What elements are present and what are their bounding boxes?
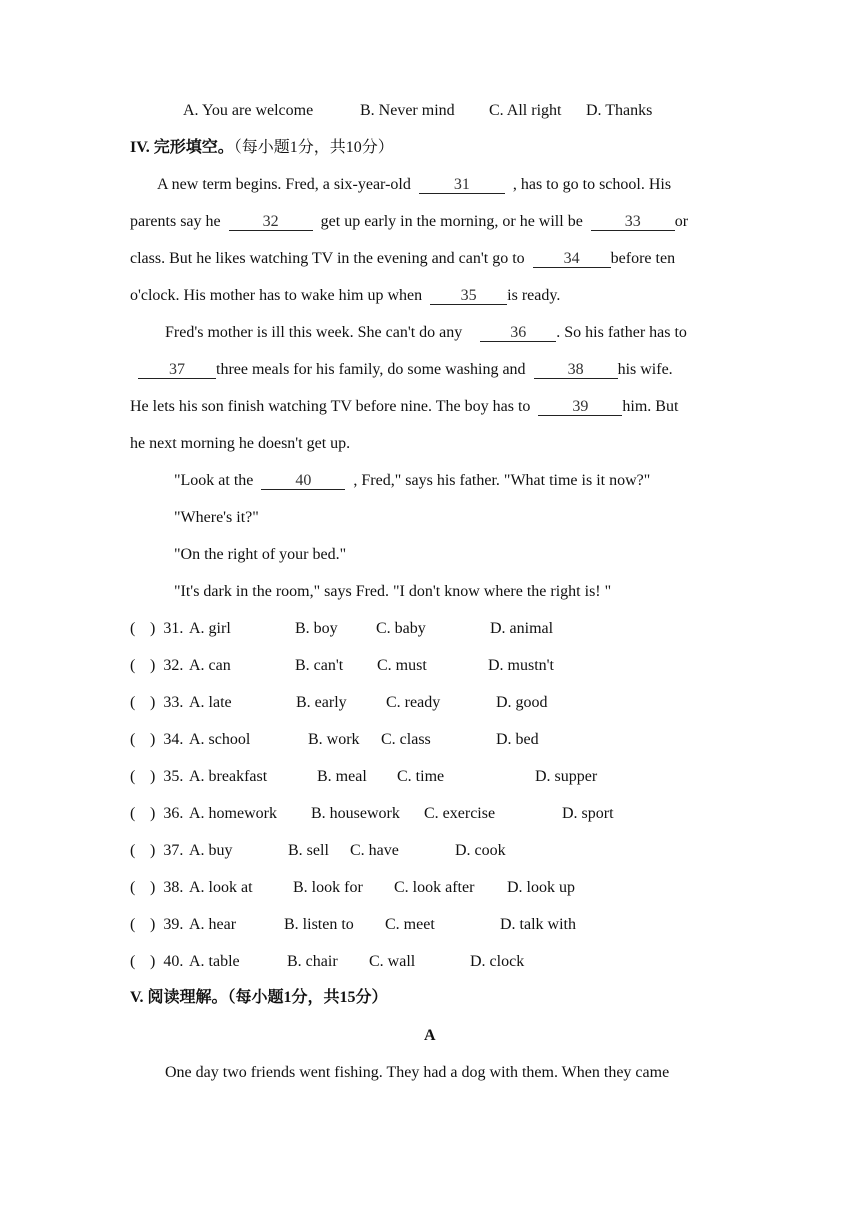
choice-a: A. breakfast	[189, 768, 268, 785]
choice-c: C. wall	[369, 953, 416, 970]
question-row	[130, 730, 750, 750]
blank-36[interactable]: 36	[480, 324, 556, 342]
answer-bracket[interactable]: (	[130, 657, 136, 674]
choice-d: D. good	[496, 694, 548, 711]
choice-d: D. mustn't	[488, 657, 554, 674]
passage-text: . So his father has to	[556, 324, 687, 341]
question-row	[130, 841, 750, 861]
dialogue-line-3: "On the right of your bed."	[174, 546, 347, 563]
question-number: ) 32.	[150, 657, 184, 674]
choice-c: C. baby	[376, 620, 426, 637]
answer-bracket[interactable]: (	[130, 620, 136, 637]
choice-b: B. can't	[295, 657, 344, 674]
question-row	[130, 915, 750, 935]
choice-d: D. animal	[490, 620, 554, 637]
answer-bracket[interactable]: (	[130, 879, 136, 896]
choice-d: D. supper	[535, 768, 598, 785]
choice-d: D. look up	[507, 879, 575, 896]
passage-text: , Fred," says his father. "What time is it now?"	[353, 472, 651, 489]
answer-bracket[interactable]: (	[130, 842, 136, 859]
choice-a: A. late	[189, 694, 232, 711]
answer-bracket[interactable]: (	[130, 768, 136, 785]
question-number: ) 33.	[150, 694, 184, 711]
passage-text: his wife.	[617, 361, 673, 378]
question-number: ) 38.	[150, 879, 184, 896]
choice-a: A. can	[189, 657, 231, 674]
choice-b: B. sell	[288, 842, 329, 859]
passage-line-1	[157, 175, 671, 195]
choice-a: A. table	[189, 953, 240, 970]
choice-a: A. hear	[189, 916, 237, 933]
choice-b: B. listen to	[284, 916, 354, 933]
blank-37[interactable]: 37	[138, 361, 216, 379]
section-4-heading	[130, 138, 394, 158]
choice-b: B. boy	[295, 620, 338, 637]
passage-line-8: he next morning he doesn't get up.	[130, 435, 351, 452]
passage-text: parents say he	[130, 213, 221, 230]
option-b: B. Never mind	[360, 102, 455, 119]
passage-text: , has to go to school. His	[512, 176, 672, 193]
choice-c: C. have	[350, 842, 399, 859]
passage-line-7	[130, 397, 678, 417]
choice-c: C. time	[397, 768, 445, 785]
choice-c: C. look after	[394, 879, 475, 896]
choice-a: A. girl	[189, 620, 231, 637]
section-4-roman: IV.	[130, 139, 150, 156]
passage-text: "Look at the	[174, 472, 254, 489]
question-number: ) 37.	[150, 842, 184, 859]
question-row	[130, 878, 750, 898]
blank-34[interactable]: 34	[533, 250, 611, 268]
question-number: ) 36.	[150, 805, 184, 822]
section-4-note: （每小题1分，共10分）	[233, 139, 394, 156]
choice-c: C. must	[377, 657, 427, 674]
choice-d: D. talk with	[500, 916, 576, 933]
blank-40[interactable]: 40	[261, 472, 345, 490]
question-number: ) 31.	[150, 620, 184, 637]
answer-bracket[interactable]: (	[130, 805, 136, 822]
choice-b: B. look for	[293, 879, 363, 896]
choice-c: C. meet	[385, 916, 435, 933]
choice-b: B. early	[296, 694, 347, 711]
question-row	[130, 656, 750, 676]
option-c: C. All right	[489, 102, 562, 119]
section-4-title: 完形填空。	[153, 139, 234, 156]
choice-c: C. exercise	[424, 805, 496, 822]
dialogue-line-1	[174, 471, 650, 491]
question-row	[130, 619, 750, 639]
answer-bracket[interactable]: (	[130, 694, 136, 711]
passage-line-6	[138, 360, 673, 380]
passage-text: him. But	[622, 398, 679, 415]
choice-d: D. cook	[455, 842, 506, 859]
choice-a: A. look at	[189, 879, 253, 896]
choice-a: A. school	[189, 731, 251, 748]
option-a: A. You are welcome	[183, 102, 314, 119]
question-number: ) 40.	[150, 953, 184, 970]
blank-35[interactable]: 35	[430, 287, 507, 305]
blank-32[interactable]: 32	[229, 213, 313, 231]
passage-text: o'clock. His mother has to wake him up when	[130, 287, 423, 304]
reading-first-line: One day two friends went fishing. They had a dog with them. When they came	[165, 1064, 670, 1081]
question-row	[130, 767, 750, 787]
section-5-roman: V.	[130, 989, 144, 1006]
choice-b: B. meal	[317, 768, 367, 785]
answer-bracket[interactable]: (	[130, 731, 136, 748]
blank-33[interactable]: 33	[591, 213, 675, 231]
reading-label: A	[424, 1027, 436, 1044]
blank-38[interactable]: 38	[534, 361, 618, 379]
section-5-title: 阅读理解。（每小题1分，共15分）	[147, 989, 388, 1006]
choice-a: A. homework	[189, 805, 277, 822]
section-5-heading	[130, 988, 388, 1008]
passage-text: or	[674, 213, 689, 230]
passage-text: is ready.	[507, 287, 561, 304]
question-row	[130, 952, 750, 972]
choice-d: D. sport	[562, 805, 614, 822]
question-row	[130, 693, 750, 713]
blank-39[interactable]: 39	[538, 398, 622, 416]
passage-text: class. But he likes watching TV in the evening and can't go to	[130, 250, 525, 267]
choice-b: B. chair	[287, 953, 338, 970]
choice-a: A. buy	[189, 842, 233, 859]
passage-line-2	[130, 212, 688, 232]
question-number: ) 39.	[150, 916, 184, 933]
answer-bracket[interactable]: (	[130, 916, 136, 933]
blank-31[interactable]: 31	[419, 176, 505, 194]
choice-d: D. clock	[470, 953, 525, 970]
choice-c: C. class	[381, 731, 431, 748]
passage-text: A new term begins. Fred, a six-year-old	[157, 176, 411, 193]
choice-b: B. work	[308, 731, 360, 748]
passage-line-5	[165, 323, 687, 343]
passage-line-3	[130, 249, 675, 269]
option-d: D. Thanks	[586, 102, 653, 119]
passage-line-4	[130, 286, 560, 306]
passage-text: get up early in the morning, or he will be	[320, 213, 583, 230]
dialogue-line-2: "Where's it?"	[174, 509, 259, 526]
dialogue-line-4: "It's dark in the room," says Fred. "I don't know where the right is! "	[174, 583, 612, 600]
passage-text: three meals for his family, do some washing and	[216, 361, 526, 378]
passage-text: Fred's mother is ill this week. She can't do any	[165, 324, 463, 341]
question-row	[130, 804, 750, 824]
choice-c: C. ready	[386, 694, 441, 711]
choice-d: D. bed	[496, 731, 539, 748]
passage-text: He lets his son finish watching TV before nine. The boy has to	[130, 398, 531, 415]
choice-b: B. housework	[311, 805, 400, 822]
question-number: ) 34.	[150, 731, 184, 748]
answer-bracket[interactable]: (	[130, 953, 136, 970]
question-number: ) 35.	[150, 768, 184, 785]
passage-text: before ten	[610, 250, 676, 267]
